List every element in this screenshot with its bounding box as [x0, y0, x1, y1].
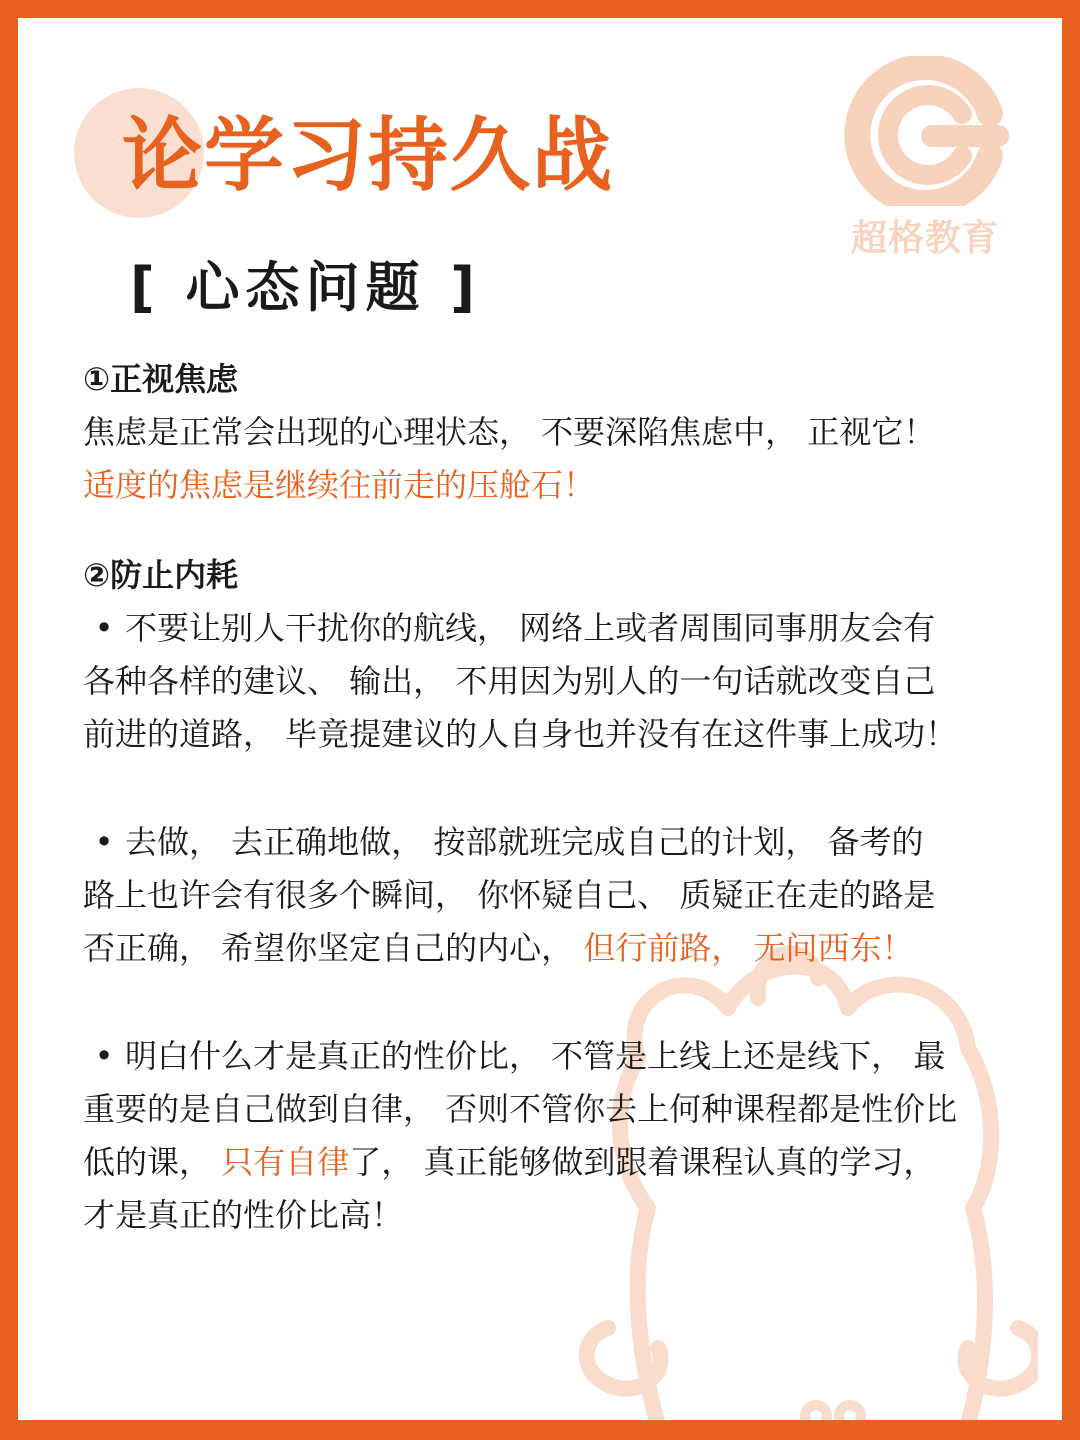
- bullet-item: [83, 602, 1023, 761]
- section-heading: ②防止内耗: [83, 556, 239, 594]
- bullet-text: 低的课，: [83, 1143, 222, 1181]
- bullet-item: [83, 1030, 1023, 1242]
- bullet-text: 去做， 去正确地做， 按部就班完成自己的计划， 备考的: [125, 823, 924, 861]
- brand-logo: [840, 56, 1010, 261]
- page-card: [18, 18, 1062, 1420]
- section-subtitle: [ 心态问题 ]: [130, 256, 481, 319]
- bullet-text: 才是真正的性价比高！: [83, 1196, 404, 1234]
- bullet-icon: •: [94, 1037, 114, 1075]
- brand-name: 超格教育: [850, 218, 999, 259]
- highlight-text: 只有自律: [221, 1143, 350, 1181]
- bullet-text: 路上也许会有很多个瞬间， 你怀疑自己、 质疑正在走的路是: [83, 876, 936, 914]
- bullet-item: [83, 816, 1023, 975]
- bullet-text: 了， 真正能够做到跟着课程认真的学习，: [349, 1143, 936, 1181]
- bullet-icon: •: [94, 823, 114, 861]
- section-heading: ①正视焦虑: [83, 360, 239, 398]
- g-letter-logo-icon: [840, 56, 1010, 206]
- bullet-icon: •: [94, 609, 114, 647]
- bullet-text: 明白什么才是真正的性价比， 不管是上线上还是线下， 最: [125, 1037, 946, 1075]
- bullet-text: 重要的是自己做到自律， 否则不管你去上何种课程都是性价比: [83, 1090, 958, 1128]
- bullet-text: 前进的道路， 毕竟提建议的人自身也并没有在这件事上成功！: [83, 715, 958, 753]
- bullet-text: 不要让别人干扰你的航线， 网络上或者周围同事朋友会有: [125, 609, 936, 647]
- highlight-text: 适度的焦虑是继续往前走的压舱石！: [83, 466, 596, 504]
- page-title: 论学习持久战: [122, 109, 614, 202]
- bullet-text: 各种各样的建议、 输出， 不用因为别人的一句话就改变自己: [83, 662, 936, 700]
- highlight-text: 但行前路， 无问西东！: [583, 929, 914, 967]
- article-body: [83, 352, 1023, 1242]
- paragraph: 焦虑是正常会出现的心理状态， 不要深陷焦虑中， 正视它！: [83, 413, 936, 451]
- bullet-text: 否正确， 希望你坚定自己的内心，: [83, 929, 584, 967]
